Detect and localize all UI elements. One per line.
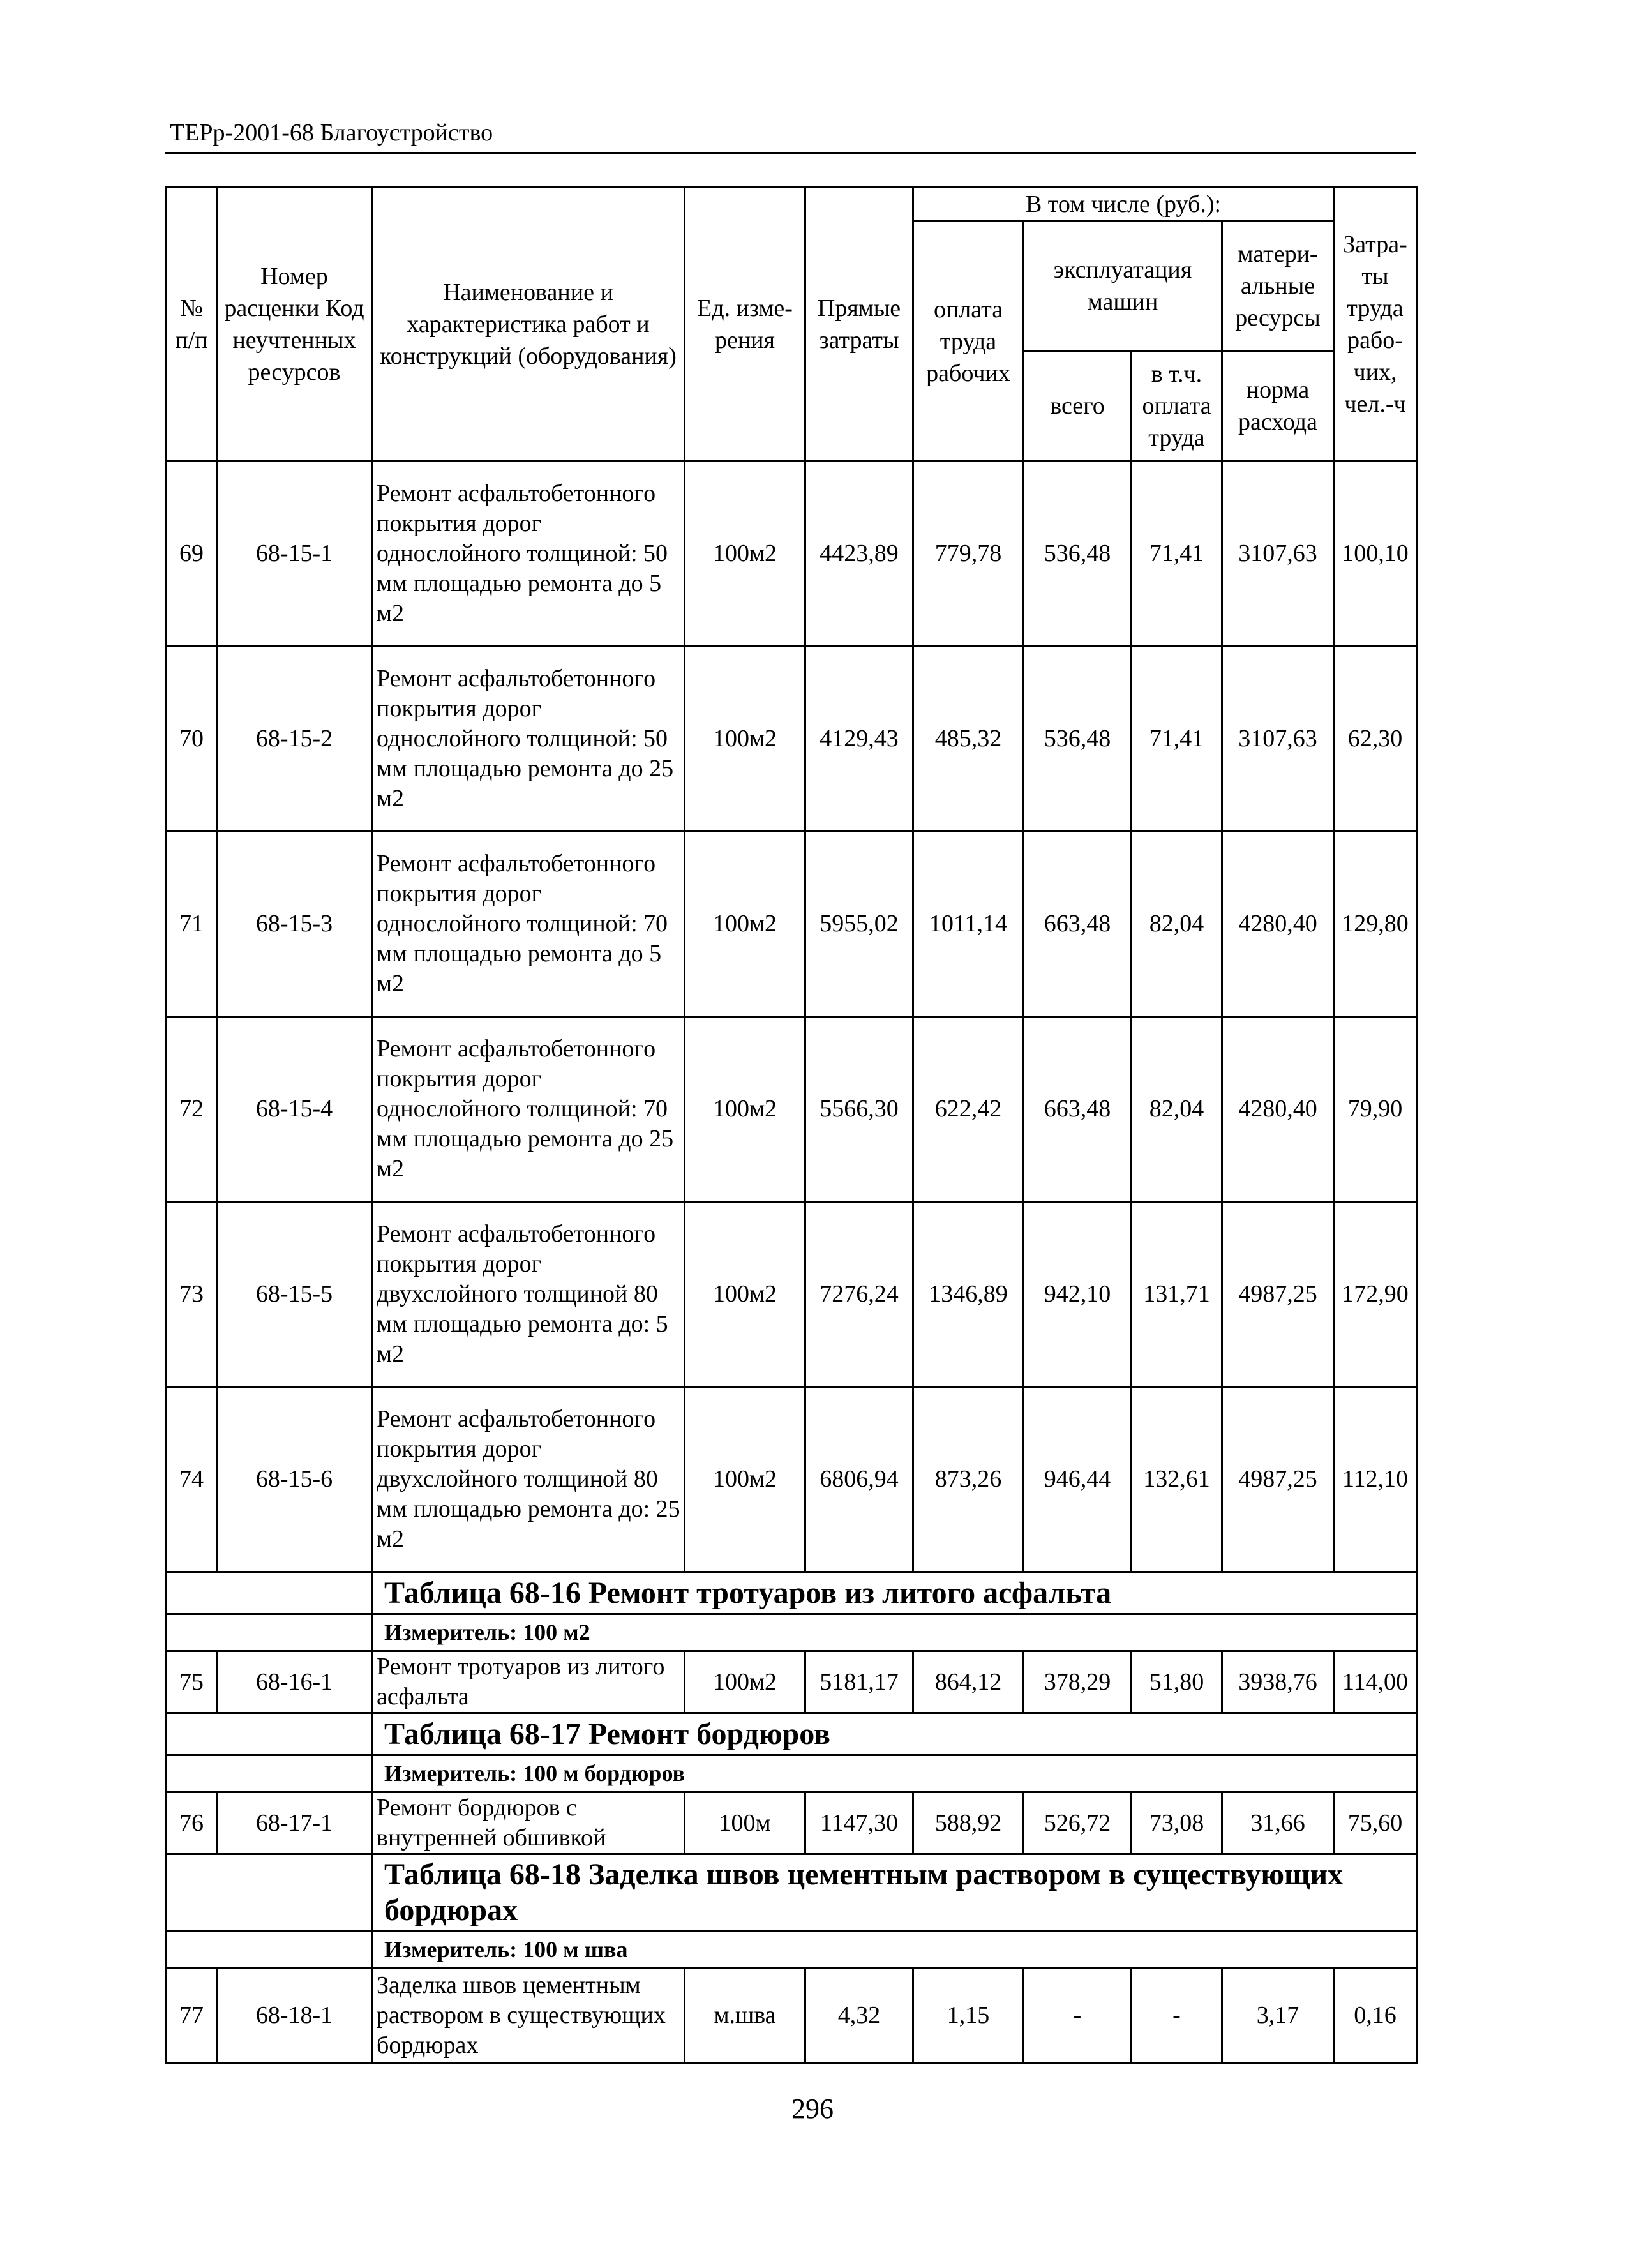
section-title: Таблица 68-18 Заделка швов цементным раствором в существующих бордюрах [372,1854,1417,1932]
col-unit: Ед. изме-рения [685,188,805,462]
table-row [167,1969,1417,2063]
empty-cell [167,1572,372,1614]
cell-name: Ремонт тротуаров из литого асфальта [372,1651,685,1713]
cell-code: 68-15-2 [217,647,372,832]
cell-unit: 100м2 [685,1387,805,1572]
cell-materials: 31,66 [1222,1792,1334,1854]
cell-labor: 1346,89 [913,1202,1024,1387]
cell-num: 73 [167,1202,217,1387]
cell-direct: 7276,24 [805,1202,913,1387]
cell-name: Ремонт асфальтобетонного покрытия дорог однослойного толщиной: 50 мм площадью ремонта до 5 м2 [372,462,685,647]
cell-name: Ремонт асфальтобетонного покрытия дорог двухслойного толщиной 80 мм площадью ремонта до: 5 м2 [372,1202,685,1387]
cell-mach-labor: - [1132,1969,1222,2063]
col-mach-labor: в т.ч. оплата труда [1132,351,1222,462]
cell-mach-labor: 51,80 [1132,1651,1222,1713]
cell-hours: 100,10 [1334,462,1417,647]
cell-num: 72 [167,1017,217,1202]
cell-hours: 62,30 [1334,647,1417,832]
cell-direct: 5566,30 [805,1017,913,1202]
cell-materials: 4987,25 [1222,1387,1334,1572]
cell-code: 68-15-6 [217,1387,372,1572]
section-title-row [167,1854,1417,1932]
cell-num: 70 [167,647,217,832]
cell-direct: 5181,17 [805,1651,913,1713]
cell-mach-labor: 82,04 [1132,832,1222,1017]
cell-mach-total: 663,48 [1024,1017,1132,1202]
table-row [167,1651,1417,1713]
cell-direct: 4,32 [805,1969,913,2063]
cell-direct: 5955,02 [805,832,913,1017]
table-header [167,188,1417,462]
cell-unit: 100м2 [685,1202,805,1387]
section-title-row [167,1572,1417,1614]
cell-materials: 3938,76 [1222,1651,1334,1713]
cell-labor: 1,15 [913,1969,1024,2063]
table-row [167,462,1417,647]
measure-unit: Измеритель: 100 м шва [372,1932,1417,1969]
cell-labor: 864,12 [913,1651,1024,1713]
col-machines: эксплуатация машин [1024,222,1222,351]
cell-unit: 100м2 [685,647,805,832]
col-mach-total: всего [1024,351,1132,462]
price-table [165,186,1418,2064]
cell-mach-labor: 71,41 [1132,647,1222,832]
table-row [167,832,1417,1017]
cell-mach-labor: 132,61 [1132,1387,1222,1572]
cell-name: Ремонт бордюров с внутренней обшивкой [372,1792,685,1854]
cell-materials: 4280,40 [1222,832,1334,1017]
empty-cell [167,1614,372,1651]
section-title: Таблица 68-17 Ремонт бордюров [372,1713,1417,1755]
cell-name: Ремонт асфальтобетонного покрытия дорог двухслойного толщиной 80 мм площадью ремонта до: 25 м2 [372,1387,685,1572]
cell-code: 68-15-3 [217,832,372,1017]
cell-labor: 622,42 [913,1017,1024,1202]
cell-name: Ремонт асфальтобетонного покрытия дорог однослойного толщиной: 50 мм площадью ремонта до 25 м2 [372,647,685,832]
empty-cell [167,1854,372,1932]
cell-num: 71 [167,832,217,1017]
measure-row [167,1614,1417,1651]
cell-mach-labor: 131,71 [1132,1202,1222,1387]
cell-code: 68-15-4 [217,1017,372,1202]
cell-unit: 100м2 [685,1017,805,1202]
cell-unit: 100м2 [685,832,805,1017]
col-incl: В том числе (руб.): [913,188,1334,222]
cell-num: 74 [167,1387,217,1572]
cell-num: 75 [167,1651,217,1713]
measure-row [167,1932,1417,1969]
cell-hours: 114,00 [1334,1651,1417,1713]
cell-name: Ремонт асфальтобетонного покрытия дорог однослойного толщиной: 70 мм площадью ремонта до 5 м2 [372,832,685,1017]
col-materials: матери-альные ресурсы [1222,222,1334,351]
cell-mach-total: 536,48 [1024,647,1132,832]
cell-direct: 6806,94 [805,1387,913,1572]
section-title: Таблица 68-16 Ремонт тротуаров из литого асфальта [372,1572,1417,1614]
cell-hours: 112,10 [1334,1387,1417,1572]
cell-code: 68-15-1 [217,462,372,647]
col-labor: оплата труда рабочих [913,222,1024,462]
col-code: Номер расценки Код неучтенных ресурсов [217,188,372,462]
measure-row [167,1755,1417,1792]
cell-mach-total: 378,29 [1024,1651,1132,1713]
cell-unit: 100м [685,1792,805,1854]
cell-mach-total: 946,44 [1024,1387,1132,1572]
cell-code: 68-17-1 [217,1792,372,1854]
cell-labor: 779,78 [913,462,1024,647]
cell-hours: 172,90 [1334,1202,1417,1387]
col-labor-hours: Затра-ты труда рабо-чих, чел.-ч [1334,188,1417,462]
cell-name: Заделка швов цементным раствором в существующих бордюрах [372,1969,685,2063]
cell-direct: 4423,89 [805,462,913,647]
cell-unit: 100м2 [685,1651,805,1713]
table-row [167,647,1417,832]
cell-num: 76 [167,1792,217,1854]
cell-mach-total: 536,48 [1024,462,1132,647]
cell-mach-labor: 71,41 [1132,462,1222,647]
empty-cell [167,1713,372,1755]
cell-mach-total: 526,72 [1024,1792,1132,1854]
table-row [167,1202,1417,1387]
col-num: № п/п [167,188,217,462]
running-head: ТЕРр-2001-68 Благоустройство [170,119,493,146]
cell-mach-labor: 73,08 [1132,1792,1222,1854]
cell-code: 68-18-1 [217,1969,372,2063]
measure-unit: Измеритель: 100 м2 [372,1614,1417,1651]
table-row [167,1387,1417,1572]
cell-mach-total: - [1024,1969,1132,2063]
table-row [167,1017,1417,1202]
empty-cell [167,1755,372,1792]
cell-labor: 588,92 [913,1792,1024,1854]
table-row [167,1792,1417,1854]
cell-direct: 4129,43 [805,647,913,832]
cell-hours: 75,60 [1334,1792,1417,1854]
cell-mach-total: 942,10 [1024,1202,1132,1387]
cell-unit: 100м2 [685,462,805,647]
cell-labor: 873,26 [913,1387,1024,1572]
cell-code: 68-16-1 [217,1651,372,1713]
cell-hours: 79,90 [1334,1017,1417,1202]
cell-materials: 3107,63 [1222,462,1334,647]
header-rule [165,152,1416,154]
cell-name: Ремонт асфальтобетонного покрытия дорог однослойного толщиной: 70 мм площадью ремонта до 25 м2 [372,1017,685,1202]
cell-num: 77 [167,1969,217,2063]
page-number: 296 [791,2093,834,2124]
col-norm: норма расхода [1222,351,1334,462]
cell-labor: 485,32 [913,647,1024,832]
table-body [167,462,1417,2063]
header-row [167,188,1417,222]
cell-mach-labor: 82,04 [1132,1017,1222,1202]
cell-direct: 1147,30 [805,1792,913,1854]
cell-unit: м.шва [685,1969,805,2063]
col-direct: Прямые затраты [805,188,913,462]
col-name: Наименование и характеристика работ и конструкций (оборудования) [372,188,685,462]
measure-unit: Измеритель: 100 м бордюров [372,1755,1417,1792]
cell-materials: 4987,25 [1222,1202,1334,1387]
cell-materials: 4280,40 [1222,1017,1334,1202]
cell-materials: 3107,63 [1222,647,1334,832]
section-title-row [167,1713,1417,1755]
cell-mach-total: 663,48 [1024,832,1132,1017]
cell-code: 68-15-5 [217,1202,372,1387]
cell-materials: 3,17 [1222,1969,1334,2063]
cell-hours: 129,80 [1334,832,1417,1017]
cell-labor: 1011,14 [913,832,1024,1017]
empty-cell [167,1932,372,1969]
cell-hours: 0,16 [1334,1969,1417,2063]
cell-num: 69 [167,462,217,647]
